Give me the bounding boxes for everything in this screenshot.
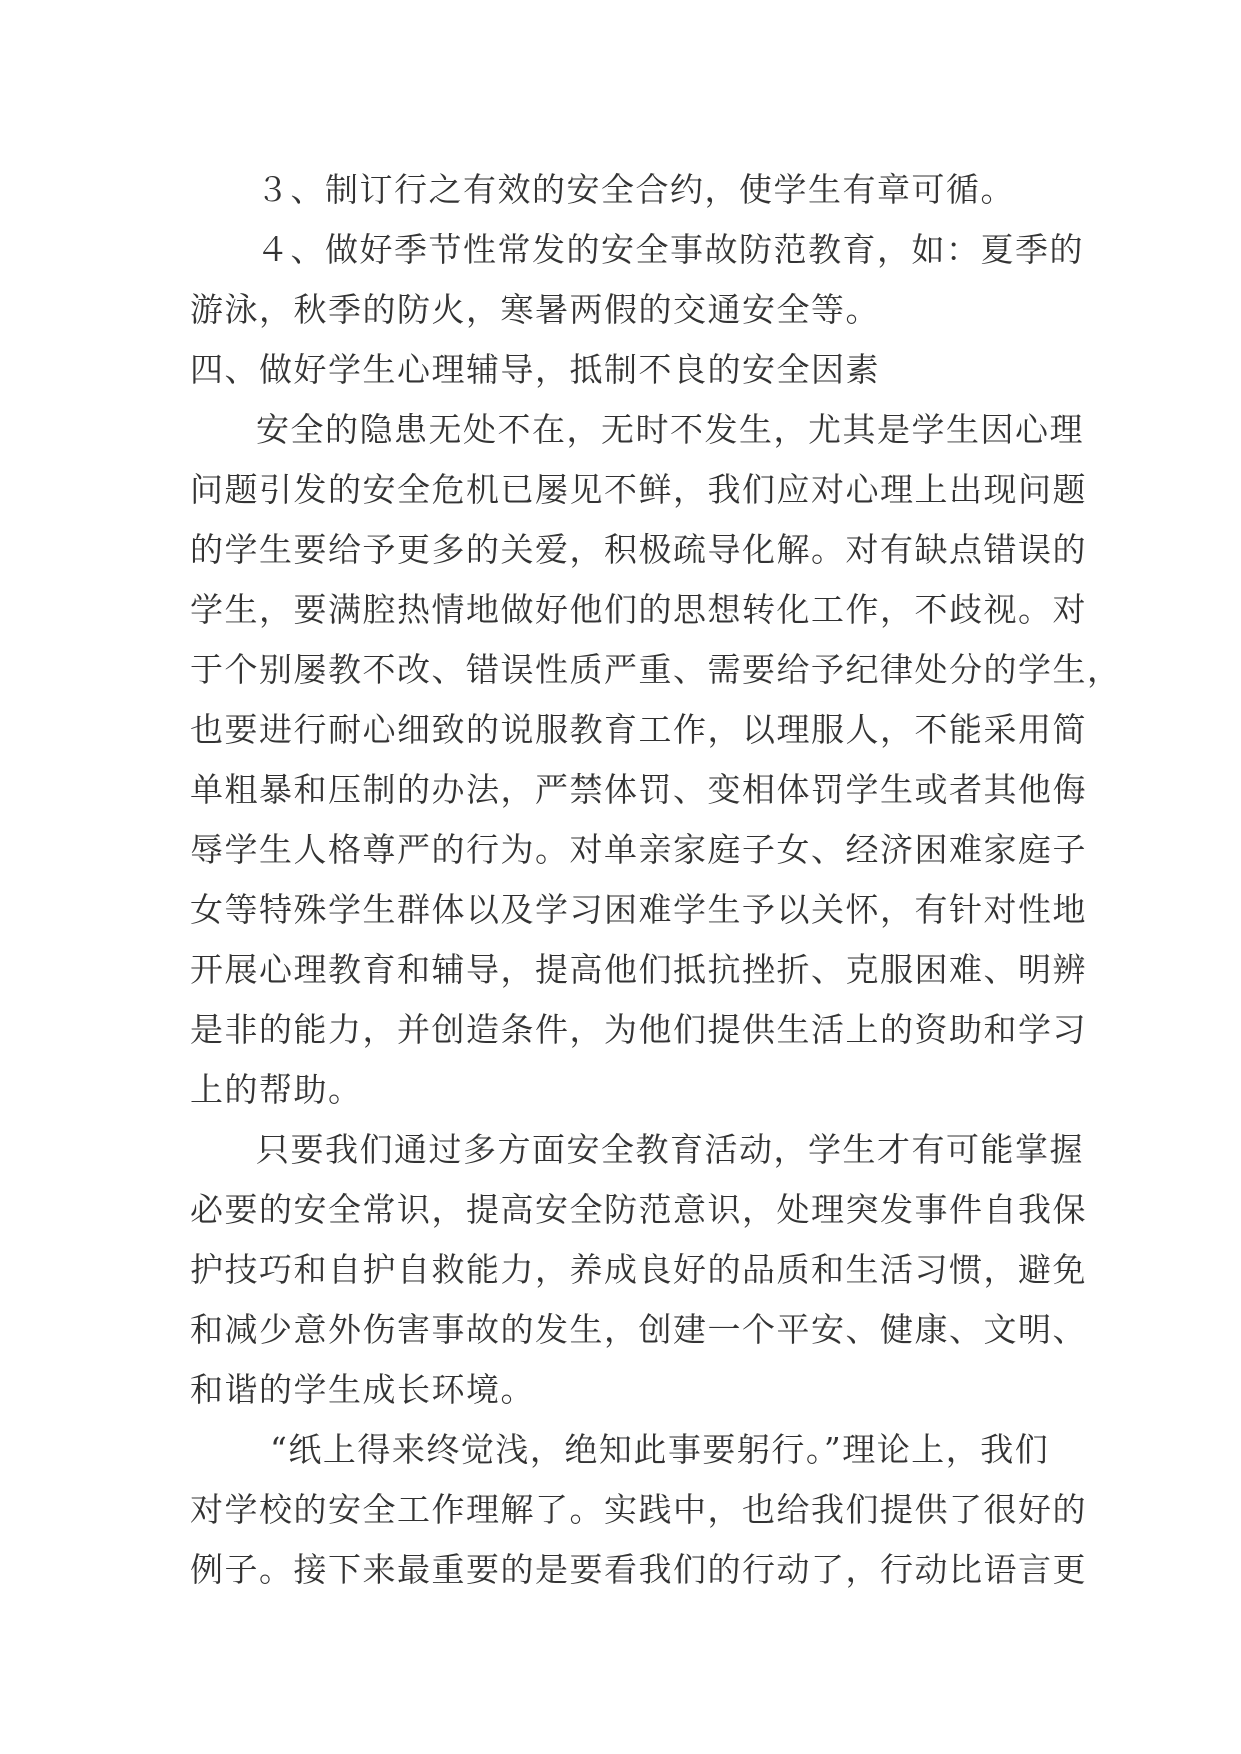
paragraph-line: 只要我们通过多方面安全教育活动，学生才有可能掌握 (256, 1130, 1084, 1169)
paragraph-line: 开展心理教育和辅导，提高他们抵抗挫折、克服困难、明辨 (190, 950, 1087, 989)
paragraph-line: 单粗暴和压制的办法，严禁体罚、变相体罚学生或者其他侮 (190, 770, 1087, 809)
paragraph-line: 也要进行耐心细致的说服教育工作，以理服人，不能采用简 (190, 710, 1087, 749)
paragraph-line: 辱学生人格尊严的行为。对单亲家庭子女、经济困难家庭子 (190, 830, 1087, 869)
paragraph-line: 上的帮助。 (190, 1070, 363, 1109)
paragraph-line: 对学校的安全工作理解了。实践中，也给我们提供了很好的 (190, 1490, 1087, 1529)
paragraph-line: 于个别屡教不改、错误性质严重、需要给予纪律处分的学生， (190, 650, 1122, 689)
quote-paragraph-line: “纸上得来终觉浅，绝知此事要躬行。”理论上，我们 (270, 1430, 1050, 1469)
paragraph-line: 安全的隐患无处不在，无时不发生，尤其是学生因心理 (256, 410, 1084, 449)
paragraph-line: 必要的安全常识，提高安全防范意识，处理突发事件自我保 (190, 1190, 1087, 1229)
body-text (190, 160, 1122, 1600)
paragraph-line: 学生，要满腔热情地做好他们的思想转化工作，不歧视。对 (190, 590, 1087, 629)
paragraph-line: 的学生要给予更多的关爱，积极疏导化解。对有缺点错误的 (190, 530, 1087, 569)
list-item-4-cont: 游泳，秋季的防火，寒暑两假的交通安全等。 (190, 290, 880, 329)
list-item-4: ４、做好季节性常发的安全事故防范教育，如：夏季的 (256, 230, 1084, 269)
paragraph-line: 和减少意外伤害事故的发生，创建一个平安、健康、文明、 (190, 1310, 1087, 1349)
section-heading-4: 四、做好学生心理辅导，抵制不良的安全因素 (190, 350, 880, 389)
paragraph-line: 例子。接下来最重要的是要看我们的行动了，行动比语言更 (190, 1550, 1087, 1589)
list-item-3: ３、制订行之有效的安全合约，使学生有章可循。 (256, 170, 1015, 209)
paragraph-line: 和谐的学生成长环境。 (190, 1370, 535, 1409)
paragraph-line: 护技巧和自护自救能力，养成良好的品质和生活习惯，避免 (190, 1250, 1087, 1289)
paragraph-line: 女等特殊学生群体以及学习困难学生予以关怀，有针对性地 (190, 890, 1087, 929)
paragraph-line: 是非的能力，并创造条件，为他们提供生活上的资助和学习 (190, 1010, 1087, 1049)
paragraph-line: 问题引发的安全危机已屡见不鲜，我们应对心理上出现问题 (190, 470, 1087, 509)
